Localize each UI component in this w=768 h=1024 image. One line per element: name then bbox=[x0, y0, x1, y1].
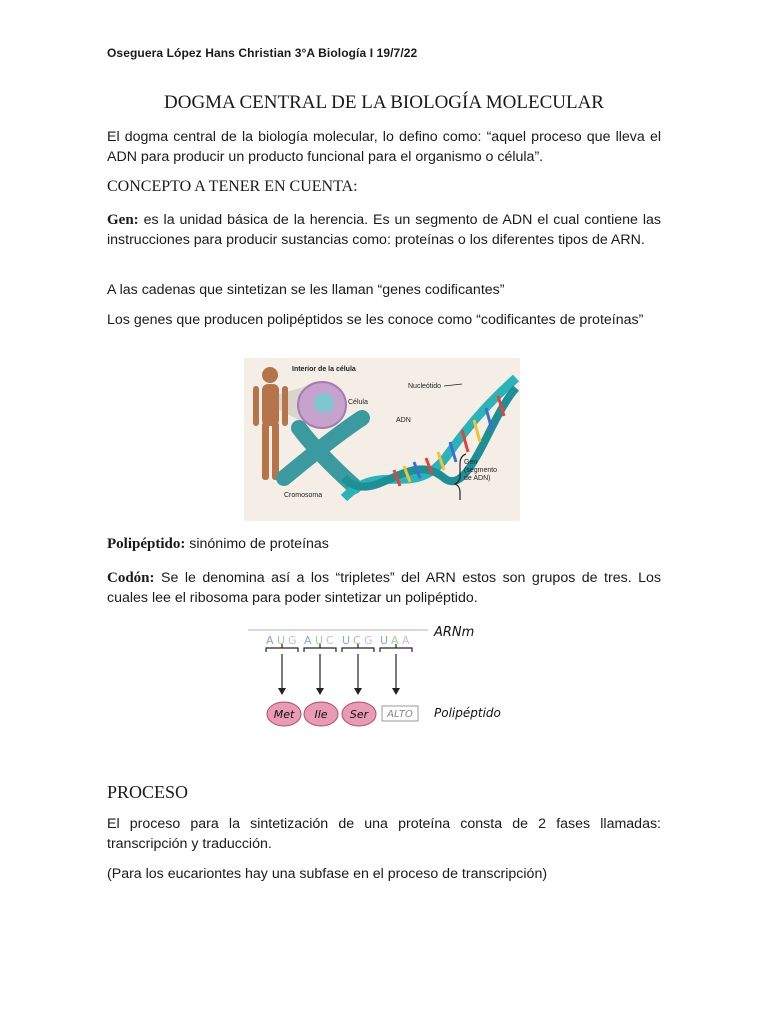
mrna-base: U bbox=[315, 634, 324, 647]
genes-polipeptidos-paragraph: Los genes que producen polipéptidos se les conoce como “codificantes de proteínas” bbox=[107, 312, 644, 328]
cell-dna-illustration bbox=[244, 358, 520, 521]
cell-dna-figure bbox=[244, 358, 520, 521]
label-adn: ADN bbox=[396, 417, 411, 424]
mrna-base: C bbox=[326, 634, 334, 647]
amino-met: Met bbox=[273, 708, 295, 721]
document-title: DOGMA CENTRAL DE LA BIOLOGÍA MOLECULAR bbox=[164, 92, 604, 113]
polipeptido-definition bbox=[107, 534, 661, 554]
process-paragraph-2: (Para los eucariontes hay una subfase en el proceso de transcripción) bbox=[107, 866, 548, 882]
label-gen: Gen bbox=[464, 459, 478, 466]
mrna-base: C bbox=[353, 634, 361, 647]
codon-definition bbox=[107, 568, 661, 608]
mrna-base: G bbox=[288, 634, 297, 647]
label-gen-segmento: (segmento bbox=[464, 467, 498, 474]
label-cromosoma: Cromosoma bbox=[284, 492, 323, 499]
polipeptido-label: Polipéptido bbox=[434, 706, 501, 720]
arnm-label: ARNm bbox=[434, 625, 475, 640]
human-silhouette bbox=[253, 367, 288, 480]
codon-definition-text: Se le denomina así a los “tripletes” del ARN estos son grupos de tres. Los cuales lee el ribosoma para poder sintetizar un polipéptido. bbox=[107, 570, 661, 606]
mrna-base: A bbox=[391, 634, 399, 647]
mrna-base: A bbox=[304, 634, 312, 647]
cadenas-paragraph: A las cadenas que sintetizan se les llaman “genes codificantes” bbox=[107, 282, 505, 298]
polipeptido-term: Polipéptido: bbox=[107, 536, 186, 552]
gen-term: Gen: bbox=[107, 212, 139, 228]
mrna-bases bbox=[266, 634, 410, 647]
process-heading: PROCESO bbox=[107, 782, 189, 802]
mrna-base: G bbox=[364, 634, 373, 647]
mrna-base: U bbox=[380, 634, 389, 647]
codon-diagram bbox=[248, 618, 518, 733]
label-nucleotido: Nucleótido bbox=[408, 383, 442, 390]
stop-codon-label: ALTO bbox=[387, 709, 413, 720]
concepts-heading: CONCEPTO A TENER EN CUENTA: bbox=[107, 178, 358, 195]
mrna-base: A bbox=[402, 634, 410, 647]
mrna-base: U bbox=[277, 634, 286, 647]
label-celula: Célula bbox=[348, 399, 368, 406]
nucleus-shape bbox=[314, 393, 334, 413]
label-gen-adn: de ADN) bbox=[464, 475, 491, 482]
author-line: Oseguera López Hans Christian 3°A Biología I 19/7/22 bbox=[107, 46, 418, 60]
gen-definition bbox=[107, 210, 661, 250]
mrna-base: A bbox=[266, 634, 274, 647]
codon-figure bbox=[248, 618, 518, 733]
polipeptido-definition-text: sinónimo de proteínas bbox=[185, 536, 329, 552]
amino-ser: Ser bbox=[349, 708, 369, 721]
gen-definition-text: es la unidad básica de la herencia. Es un segmento de ADN el cual contiene las instrucciones para producir sustancias como: proteínas o los diferentes tipos de ARN. bbox=[107, 212, 661, 248]
process-paragraph-1: El proceso para la sintetización de una proteína consta de 2 fases llamadas: transcripción y traducción. bbox=[107, 816, 661, 852]
amino-ile: Ile bbox=[314, 708, 328, 721]
label-interior-celula: Interior de la célula bbox=[292, 366, 356, 373]
codon-term: Codón: bbox=[107, 570, 155, 586]
mrna-base: U bbox=[342, 634, 351, 647]
intro-paragraph: El dogma central de la biología molecular, lo defino como: “aquel proceso que lleva el ADN para producir un producto funcional para el organismo o célula”. bbox=[107, 129, 661, 165]
